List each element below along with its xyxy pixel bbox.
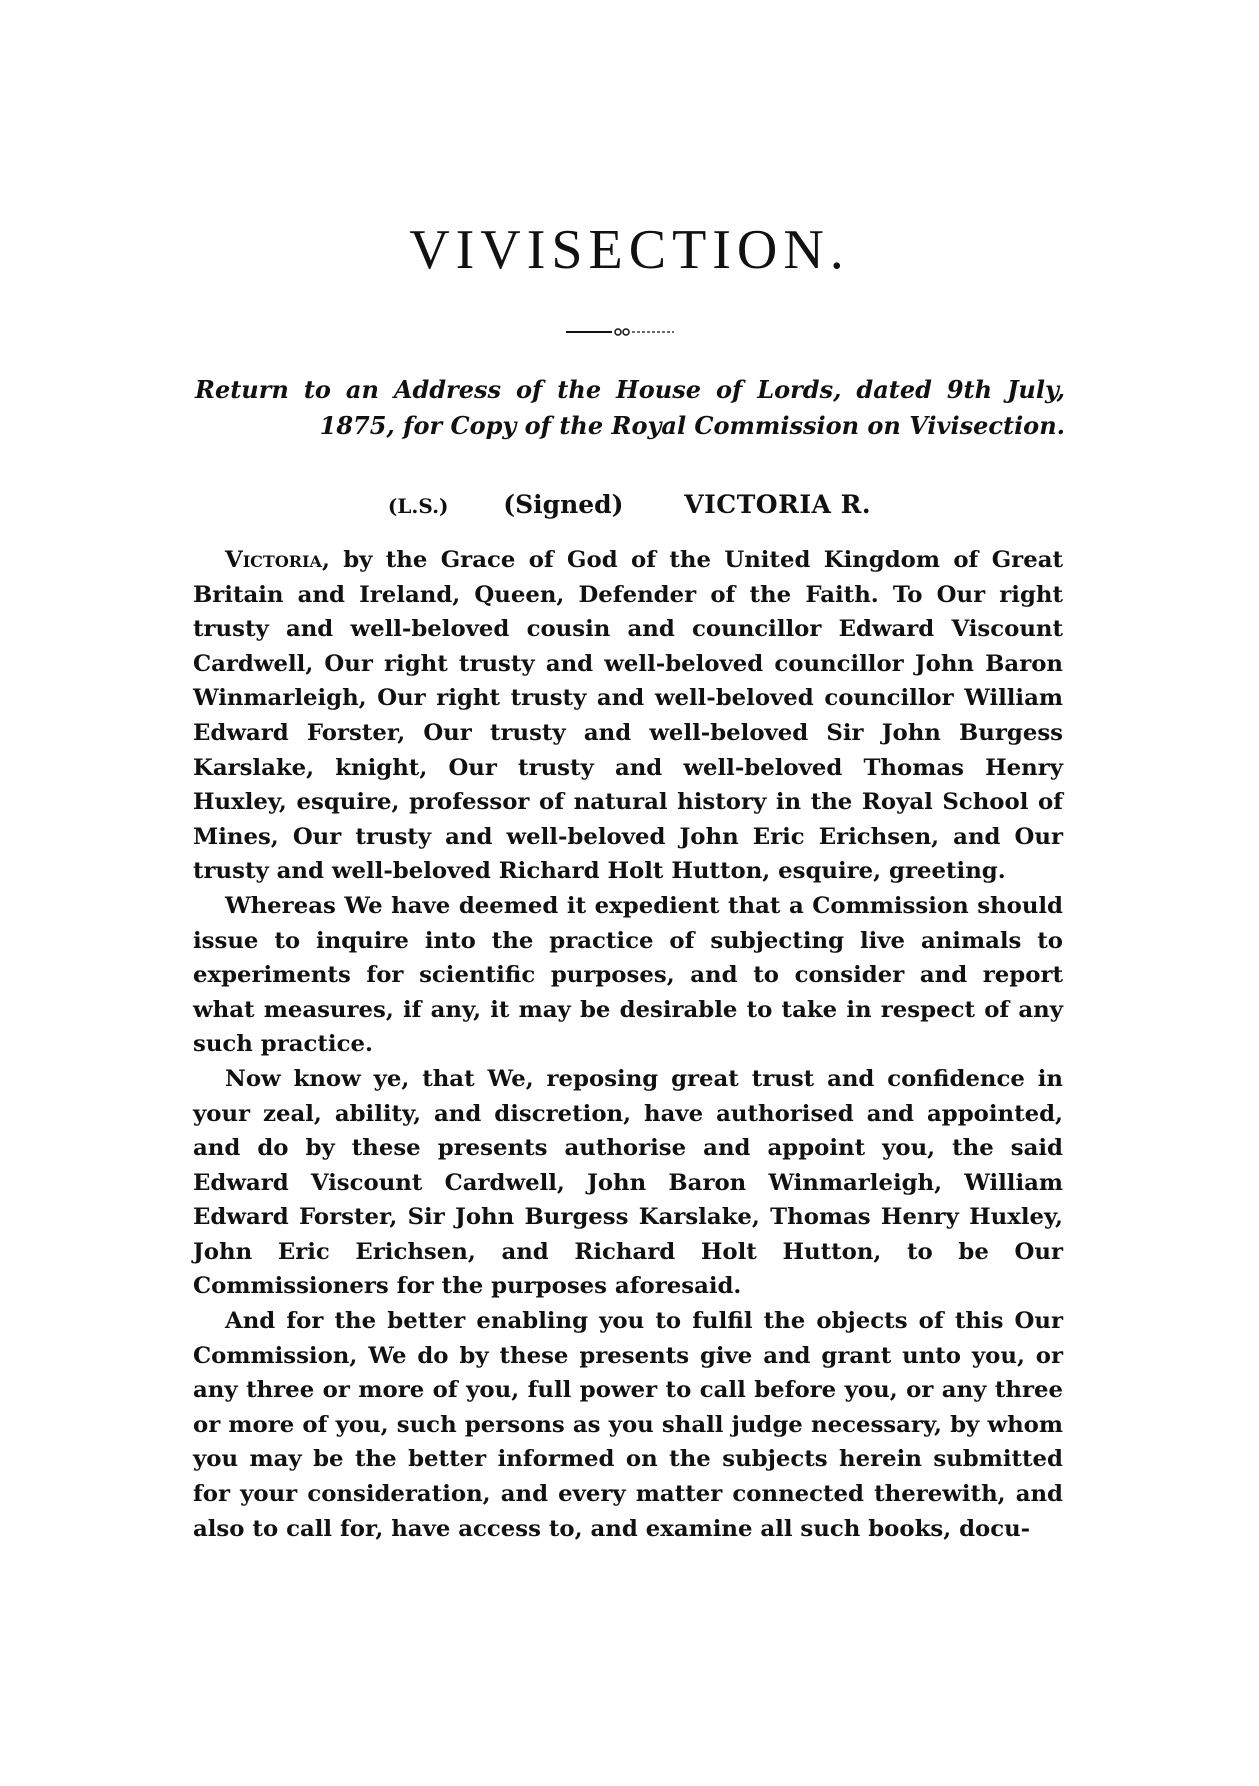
paragraph <box>193 543 1063 889</box>
paragraph-lead: Victoria <box>225 547 322 573</box>
paragraph-text: , by the Grace of God of the United Kingdom of Great Britain and Ireland, Queen, Defender of the Faith. To Our right trusty and well-beloved cousin and councillor Edward Viscount Cardwell, Our right trusty and well-beloved councillor John Baron Winmarleigh, Our right trusty and well-beloved councillor William Edward Forster, Our trusty and well-beloved Sir John Burgess Karslake, knight, Our trusty and well-beloved Thomas Henry Huxley, esquire, professor of natural history in the Royal School of Mines, Our trusty and well-beloved John Eric Erichsen, and Our trusty and well-beloved Richard Holt Hutton, esquire, greeting. <box>193 547 1063 885</box>
signatory-name: VICTORIA R. <box>684 490 872 519</box>
royal-signature <box>0 490 1259 519</box>
page-title: VIVISECTION. <box>409 219 850 281</box>
paragraph: Whereas We have deemed it expedient that a Commission should issue to inquire into the practice of subjecting live animals to experiments for scientific purposes, and to consider and report what measures, if any, it may be desirable to take in respect of any such practice. <box>193 892 1063 1058</box>
signed-label: (Signed) <box>503 490 624 519</box>
document-body <box>193 543 1063 1546</box>
paragraph: And for the better enabling you to fulfil the objects of this Our Commission, We do by these presents give and grant unto you, or any three or more of you, full power to call before you, or any three or more of you, such persons as you shall judge necessary, by whom you may be the better informed on the subjects herein submitted for your consideration, and every matter connected therewith, and also to call for, have access to, and examine all such books, docu- <box>193 1308 1063 1542</box>
seal-mark: (L.S.) <box>387 494 449 518</box>
paragraph: Now know ye, that We, reposing great trust and confidence in your zeal, ability, and discretion, have authorised and appointed, and do by these presents authorise and appoint you, the said Edward Viscount Cardwell, John Baron Winmarleigh, William Edward Forster, Sir John Burgess Karslake, Thomas Henry Huxley, John Eric Erichsen, and Richard Holt Hutton, to be Our Commissioners for the purposes aforesaid. <box>193 1065 1063 1300</box>
ornamental-rule <box>560 327 680 337</box>
document-subtitle: Return to an Address of the House of Lords, dated 9th July, 1875, for Copy of the Royal Commission on Vivisection. <box>195 375 1065 440</box>
